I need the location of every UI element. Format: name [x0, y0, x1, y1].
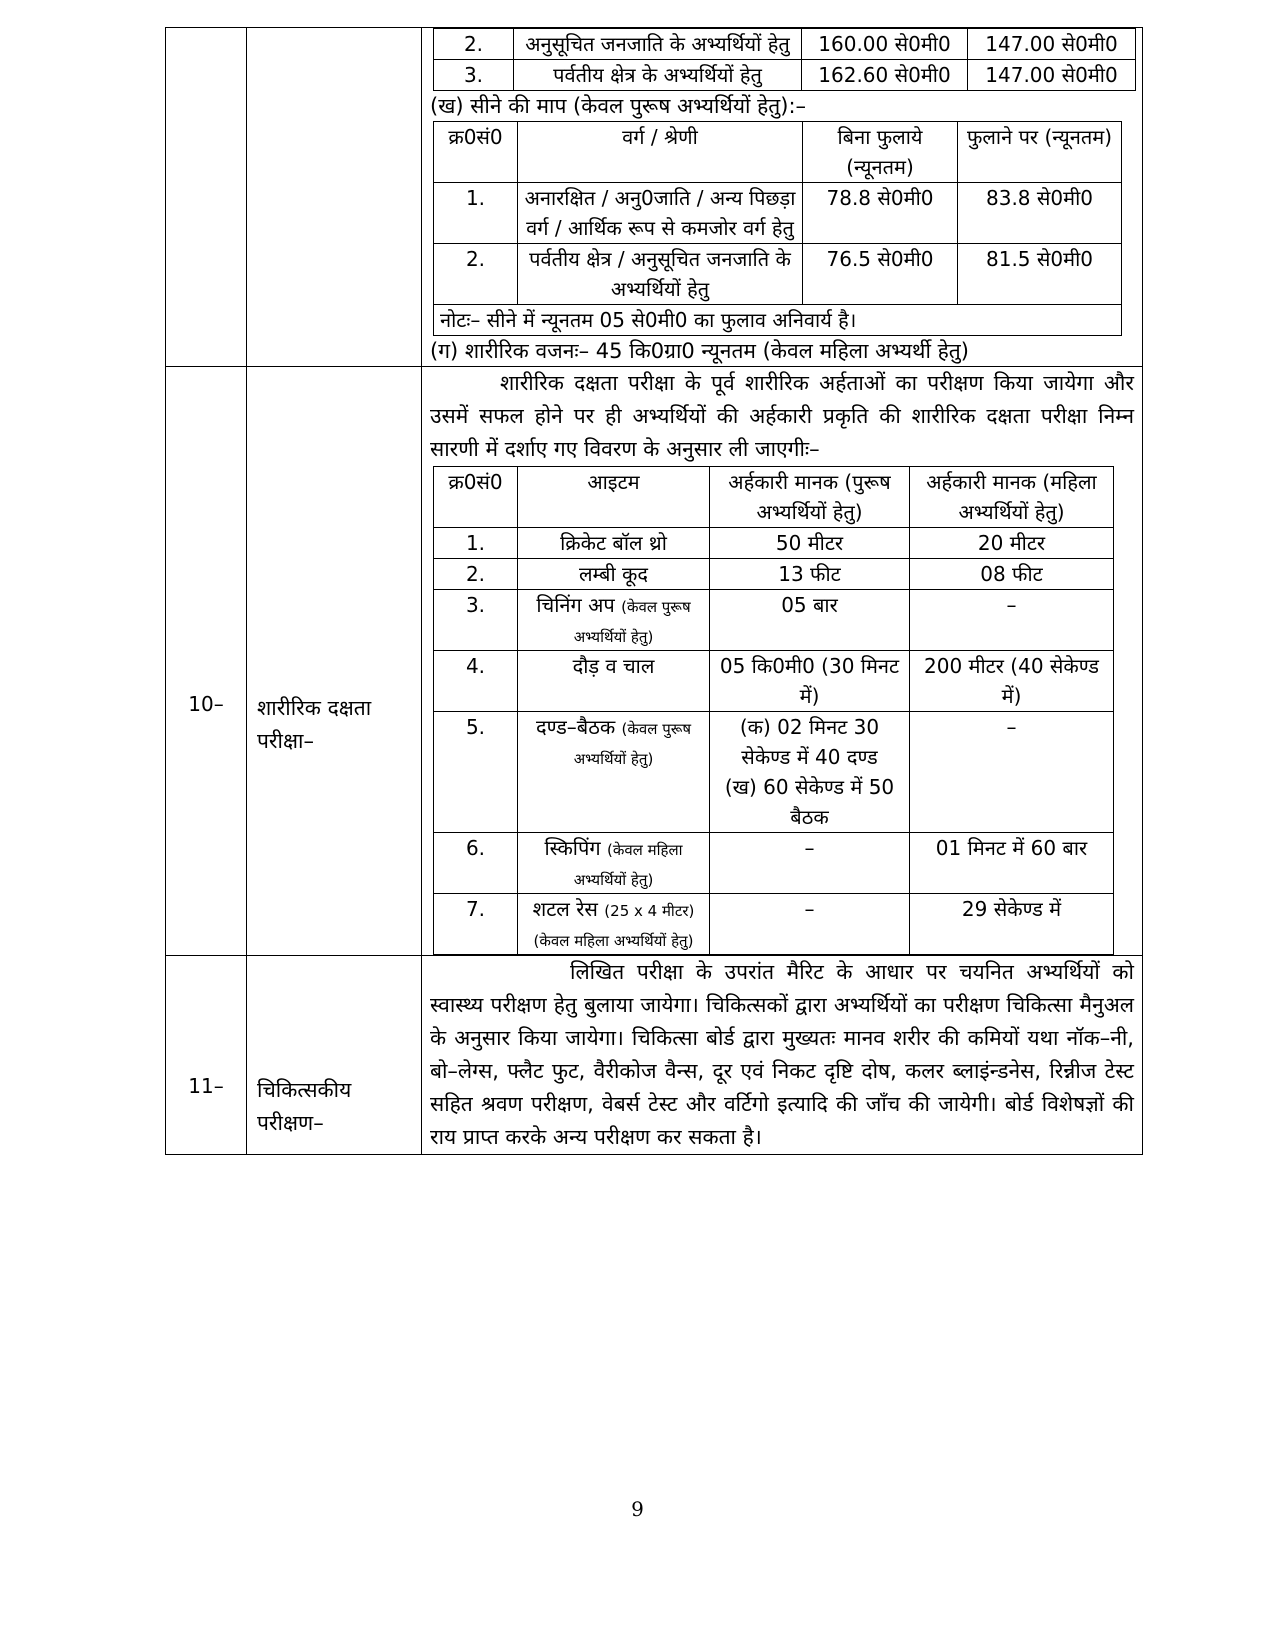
female-cell: 200 मीटर (40 सेकेण्ड में) [910, 651, 1114, 712]
row-11-number-cell [166, 956, 247, 1155]
male-cell: – [710, 894, 910, 955]
table-header-row [434, 122, 1122, 183]
value-cell: 76.5 से0मी0 [803, 244, 958, 305]
sn-cell: 4. [434, 651, 518, 712]
male-cell [710, 712, 910, 833]
table-row [434, 183, 1122, 244]
table-row [434, 894, 1114, 955]
main-table [165, 27, 1143, 1155]
table-row [434, 559, 1114, 590]
row-9-label-cell [247, 28, 422, 367]
male-standard-b: (ख) 60 सेकेण्ड में 50 बैठक [724, 775, 895, 829]
item-name: चिनिंग अप [536, 593, 615, 617]
female-cell: – [910, 590, 1114, 651]
category-cell: पर्वतीय क्षेत्र के अभ्यर्थियों हेतु [514, 60, 802, 91]
sn-cell: 2. [434, 244, 518, 305]
item-note: (केवल महिला अभ्यर्थियों हेतु) [573, 841, 683, 889]
item-name: दण्ड–बैठक [535, 715, 616, 739]
male-cell: 50 मीटर [710, 528, 910, 559]
item-name: क्रिकेट बॉल थ्रो [560, 531, 667, 555]
item-cell [518, 590, 710, 651]
male-cell: – [710, 833, 910, 894]
row-9 [166, 28, 1143, 367]
value-cell: 147.00 से0मी0 [968, 60, 1136, 91]
header-cell: अर्हकारी मानक (पुरूष अभ्यर्थियों हेतु) [710, 467, 910, 528]
table-row [434, 590, 1114, 651]
item-note: (केवल पुरूष अभ्यर्थियों हेतु) [573, 598, 691, 646]
item-cell [518, 833, 710, 894]
height-table [433, 28, 1136, 91]
value-cell: 81.5 से0मी0 [958, 244, 1122, 305]
section-label: चिकित्सकीय परीक्षण– [257, 1078, 352, 1135]
section-paragraph: लिखित परीक्षा के उपरांत मैरिट के आधार पर चयनित अभ्यर्थियों को स्वास्थ्य परीक्षण हेतु बुलाया जायेगा। चिकित्सकों द्वारा अभ्यर्थियों का परीक्षण चिकित्सा मैनुअल के अनुसार किया जायेगा। चिकित्सा बोर्ड द्वारा मुख्यतः मानव शरीर की कमियों यथा नॉक–नी, बो–लेग्स, फ्लैट फुट, वैरीकोज वैन्स, दूर एवं निकट दृष्टि दोष, कलर ब्लाइंन्डनेस, रिन्नीज टेस्ट सहित श्रवण परीक्षण, वेबर्स टेस्ट और वर्टिगो इत्यादि की जाँच की जायेगी। बोर्ड विशेषज्ञों की राय प्राप्त करके अन्य परीक्षण कर सकता है। [430, 960, 1134, 1149]
chest-heading: (ख) सीने की माप (केवल पुरूष अभ्यर्थियों हेतु):– [430, 94, 807, 118]
item-cell [518, 894, 710, 955]
table-row [434, 528, 1114, 559]
category-cell: पर्वतीय क्षेत्र / अनुसूचित जनजाति के अभ्यर्थियों हेतु [518, 244, 803, 305]
table-row [434, 833, 1114, 894]
header-cell: क्र0सं0 [434, 467, 518, 528]
sn-cell: 2. [434, 559, 518, 590]
item-cell [518, 651, 710, 712]
item-note: (केवल पुरूष अभ्यर्थियों हेतु) [573, 720, 692, 768]
sn-cell: 3. [434, 60, 514, 91]
female-cell: 20 मीटर [910, 528, 1114, 559]
table-row [434, 712, 1114, 833]
female-cell: 01 मिनट में 60 बार [910, 833, 1114, 894]
row-10 [166, 367, 1143, 956]
table-note-row [434, 305, 1122, 336]
value-cell: 160.00 से0मी0 [802, 29, 968, 60]
value-cell: 83.8 से0मी0 [958, 183, 1122, 244]
header-cell: बिना फुलाये (न्यूनतम) [803, 122, 958, 183]
item-cell [518, 528, 710, 559]
category-cell: अनारक्षित / अनु0जाति / अन्य पिछड़ा वर्ग / आर्थिक रूप से कमजोर वर्ग हेतु [518, 183, 803, 244]
item-name: स्किपिंग [544, 836, 601, 860]
value-cell: 162.60 से0मी0 [802, 60, 968, 91]
row-10-number-cell [166, 367, 247, 956]
value-cell: 147.00 से0मी0 [968, 29, 1136, 60]
male-standard-a: (क) 02 मिनट 30 सेकेण्ड में 40 दण्ड [739, 715, 880, 769]
female-cell: – [910, 712, 1114, 833]
chest-table [433, 121, 1122, 336]
section-paragraph: शारीरिक दक्षता परीक्षा के पूर्व शारीरिक अर्हताओं का परीक्षण किया जायेगा और उसमें सफल होने पर ही अभ्यर्थियों की अर्हकारी प्रकृति की शारीरिक दक्षता परीक्षा निम्न सारणी में दर्शाए गए विवरण के अनुसार ली जाएगीः– [430, 371, 1134, 461]
sn-cell: 1. [434, 528, 518, 559]
section-label: शारीरिक दक्षता परीक्षा– [257, 696, 372, 753]
male-cell: 05 कि0मी0 (30 मिनट में) [710, 651, 910, 712]
sn-cell: 6. [434, 833, 518, 894]
page-number: 9 [631, 1497, 644, 1521]
item-name: लम्बी कूद [579, 562, 648, 586]
sn-cell: 2. [434, 29, 514, 60]
table-row [434, 651, 1114, 712]
weight-line: (ग) शारीरिक वजनः– 45 कि0ग्रा0 न्यूनतम (केवल महिला अभ्यर्थी हेतु) [430, 339, 969, 363]
header-cell: वर्ग / श्रेणी [518, 122, 803, 183]
item-name: शटल रेस [532, 897, 598, 921]
row-11-content-cell [422, 956, 1143, 1155]
row-10-label-cell [247, 367, 422, 956]
male-cell: 13 फीट [710, 559, 910, 590]
item-cell [518, 712, 710, 833]
table-row [434, 244, 1122, 305]
row-11-label-cell [247, 956, 422, 1155]
item-name: दौड़ व चाल [572, 654, 655, 678]
value-cell: 78.8 से0मी0 [803, 183, 958, 244]
male-cell: 05 बार [710, 590, 910, 651]
sn-cell: 1. [434, 183, 518, 244]
row-number: 10– [188, 692, 224, 716]
item-note: (25 x 4 मीटर) (केवल महिला अभ्यर्थियों हेतु) [533, 902, 695, 950]
header-cell: अर्हकारी मानक (महिला अभ्यर्थियों हेतु) [910, 467, 1114, 528]
row-number: 11– [188, 1074, 224, 1098]
pet-table [433, 466, 1114, 955]
row-11 [166, 956, 1143, 1155]
table-row [434, 60, 1136, 91]
sn-cell: 7. [434, 894, 518, 955]
female-cell: 29 सेकेण्ड में [910, 894, 1114, 955]
female-cell: 08 फीट [910, 559, 1114, 590]
row-10-content-cell [422, 367, 1143, 956]
sn-cell: 3. [434, 590, 518, 651]
item-cell [518, 559, 710, 590]
category-cell: अनुसूचित जनजाति के अभ्यर्थियों हेतु [514, 29, 802, 60]
row-9-number-cell [166, 28, 247, 367]
header-cell: फुलाने पर (न्यूनतम) [958, 122, 1122, 183]
table-row [434, 29, 1136, 60]
sn-cell: 5. [434, 712, 518, 833]
header-cell: आइटम [518, 467, 710, 528]
chest-note: नोटः– सीने में न्यूनतम 05 से0मी0 का फुलाव अनिवार्य है। [434, 305, 1122, 336]
table-header-row [434, 467, 1114, 528]
header-cell: क्र0सं0 [434, 122, 518, 183]
row-9-content-cell [422, 28, 1143, 367]
